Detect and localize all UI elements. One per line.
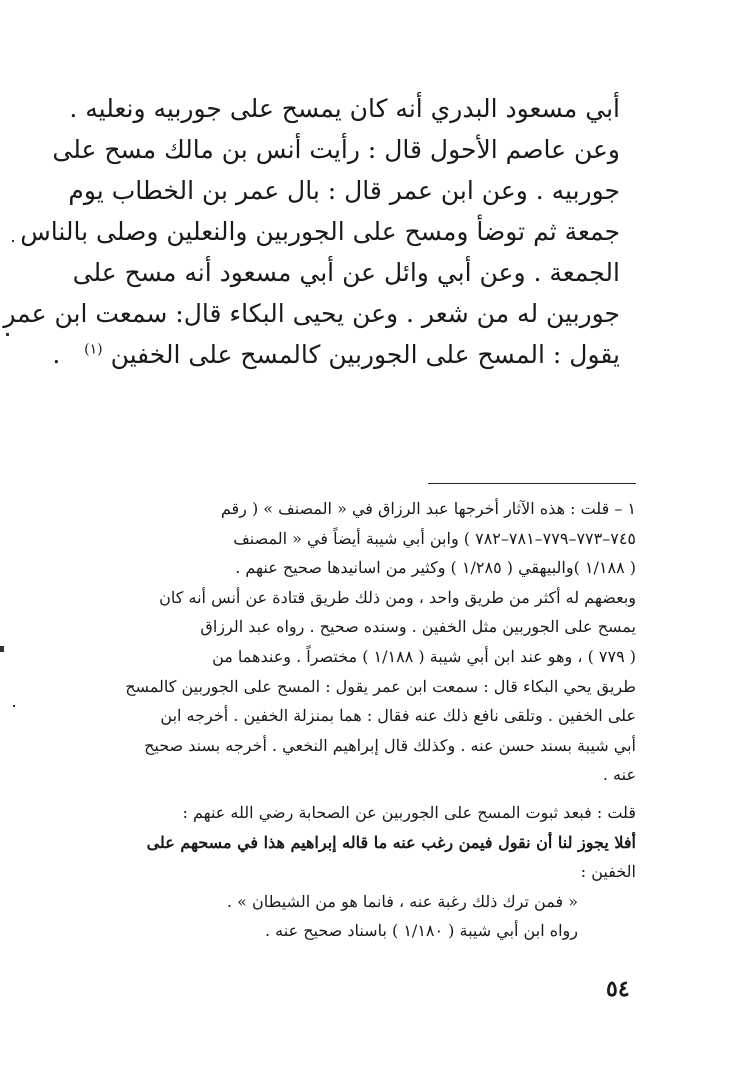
scan-speck — [6, 333, 9, 336]
main-text-line: الجمعة . وعن أبي وائل عن أبي مسعود أنه مسح على — [72, 258, 620, 287]
footnote-line: ٧٤٥–٧٧٣–٧٧٩–٧٨١–٧٨٢ ) وابن أبي شيبة أيضاً في « المصنف — [233, 528, 636, 548]
footnote-separator-rule — [428, 483, 636, 484]
footnote-line: يمسح على الجوربين مثل الخفين . وسنده صحيح . رواه عبد الرزاق — [200, 617, 636, 637]
scan-speck — [0, 646, 4, 652]
main-text-last-line — [52, 334, 620, 375]
footnotes-block — [106, 494, 636, 946]
footnote-line: طريق يحي البكاء قال : سمعت ابن عمر يقول : المسح على الجوربين كالمسح — [125, 676, 636, 696]
main-text-line: جوربيه . وعن ابن عمر قال : بال عمر بن الخطاب يوم — [68, 176, 620, 205]
footnote-line: على الخفين . وتلقى نافع ذلك عنه فقال : هما بمنزلة الخفين . أخرجه ابن — [160, 706, 636, 726]
main-text-line-end: . — [52, 340, 61, 369]
scan-speck — [12, 240, 14, 242]
footnote-line: وبعضهم له أكثر من طريق واحد ، ومن ذلك طريق قتادة عن أنس أنه كان — [159, 587, 636, 607]
footnote-line: عنه . — [602, 765, 636, 785]
footnote-line: قلت : فبعد ثبوت المسح على الجوربين عن الصحابة رضي الله عنهم : — [182, 802, 636, 822]
main-text-line: وعن عاصم الأحول قال : رأيت أنس بن مالك مسح على — [52, 135, 620, 164]
footnote-line: ١ – قلت : هذه الآثار أخرجها عبد الرزاق في « المصنف » ( رقم — [220, 499, 636, 518]
footnote-line: ( ١/١٨٨ )والبيهقي ( ١/٢٨٥ ) وكثير من اسانيدها صحيح عنهم . — [235, 558, 636, 578]
footnote-line: ( ٧٧٩ ) ، وهو عند ابن أبي شيبة ( ١/١٨٨ ) مختصراً . وعندهما من — [212, 646, 636, 666]
main-text-block — [3, 88, 620, 375]
footnote-marker: (١) — [84, 341, 103, 358]
footnote-quote-line: « فمن ترك ذلك رغبة عنه ، فانما هو من الشيطان » . — [226, 891, 578, 911]
footnote-line: أبي شيبة بسند حسن عنه . وكذلك قال إبراهيم النخعي . أخرجه بسند صحيح — [144, 735, 636, 755]
footnote-line: الخفين : — [580, 862, 636, 882]
footnote-quote-line: رواه ابن أبي شيبة ( ١/١٨٠ ) باسناد صحيح عنه . — [264, 921, 578, 941]
scan-speck — [13, 705, 15, 707]
main-text-line: جوربين له من شعر . وعن يحيى البكاء قال: سمعت ابن عمر — [3, 299, 620, 328]
main-text-line: يقول : المسح على الجوربين كالمسح على الخفين — [110, 340, 620, 369]
page-number: ٥٤ — [606, 976, 630, 1002]
main-text-line: أبي مسعود البدري أنه كان يمسح على جوربيه ونعليه . — [69, 94, 620, 123]
footnote-line: أفلا يجوز لنا أن نقول فيمن رغب عنه ما قاله إبراهيم هذا في مسحهم على — [146, 832, 636, 852]
main-text-line: جمعة ثم توضأ ومسح على الجوربين والنعلين وصلى بالناس — [20, 217, 620, 246]
